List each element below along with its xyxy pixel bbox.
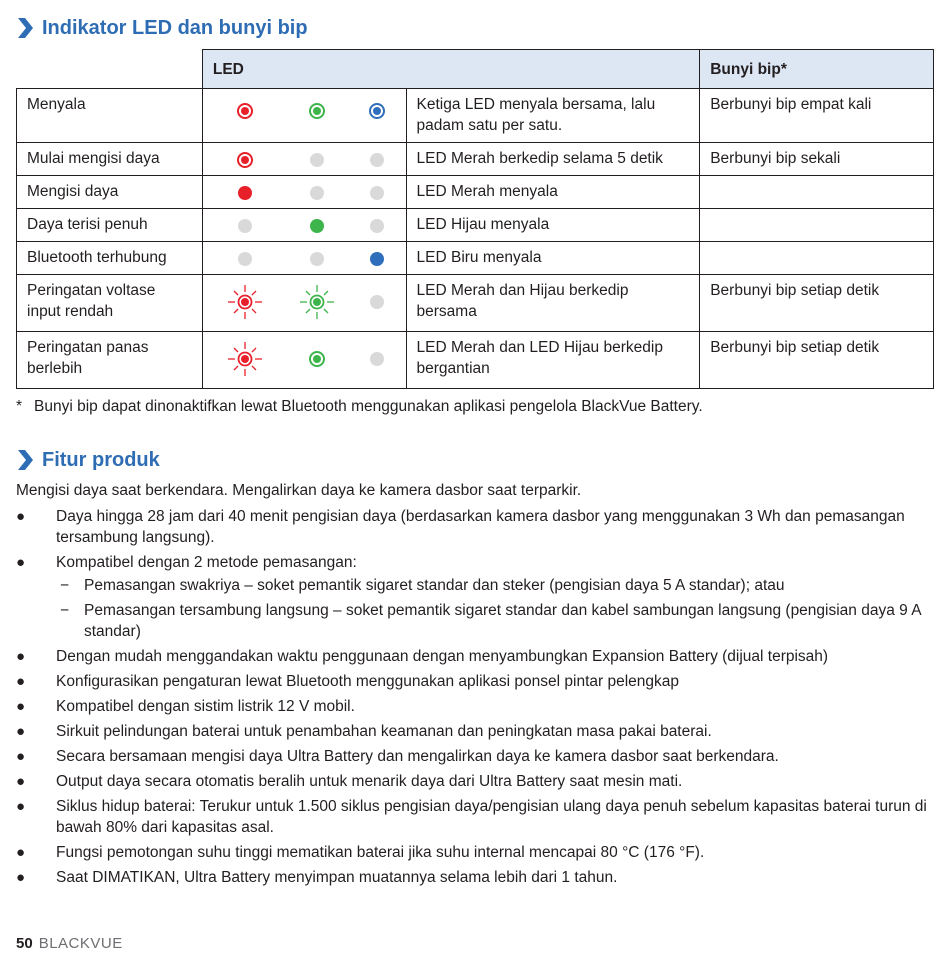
dash-icon: − xyxy=(60,602,70,619)
state-cell: Menyala xyxy=(17,89,203,143)
red-blinking-led-icon xyxy=(225,339,265,379)
section-heading-led xyxy=(16,16,308,40)
page-number: 50 xyxy=(16,935,33,952)
bullet-icon: ● xyxy=(16,698,26,715)
led-dots-cell xyxy=(202,275,406,332)
beep-description xyxy=(700,209,934,242)
state-cell: Bluetooth terhubung xyxy=(17,242,203,275)
led-dots-cell xyxy=(202,242,406,275)
footnote-marker: * xyxy=(16,398,23,415)
list-item xyxy=(16,696,936,717)
beep-description: Berbunyi bip empat kali xyxy=(700,89,934,143)
led-off-icon xyxy=(310,252,324,266)
list-item xyxy=(16,646,936,667)
led-off-icon xyxy=(238,219,252,233)
footnote-text: Bunyi bip dapat dinonaktifkan lewat Bluetooth menggunakan aplikasi pengelola BlackVue Battery. xyxy=(34,398,703,415)
led-dots-cell xyxy=(202,332,406,389)
state-cell: Mengisi daya xyxy=(17,176,203,209)
sub-feature-text: Pemasangan swakriya – soket pemantik sigaret standar dan steker (pengisian daya 5 A standar); atau xyxy=(84,577,785,594)
feature-list xyxy=(16,506,936,892)
chevron-right-icon xyxy=(16,448,34,472)
list-item xyxy=(16,721,936,742)
sub-list-item xyxy=(56,600,936,642)
bullet-icon: ● xyxy=(16,798,26,815)
feature-text: Saat DIMATIKAN, Ultra Battery menyimpan muatannya selama lebih dari 1 tahun. xyxy=(56,869,618,886)
green-blinking-led-icon xyxy=(297,282,337,322)
brand-name: BLACKVUE xyxy=(38,935,123,952)
header-led: LED xyxy=(202,50,699,89)
list-item xyxy=(16,796,936,838)
red-blinking-led-icon xyxy=(225,282,265,322)
feature-text: Dengan mudah menggandakan waktu penggunaan dengan menyambungkan Expansion Battery (dijual terpisah) xyxy=(56,648,829,665)
led-description: LED Hijau menyala xyxy=(406,209,700,242)
feature-text: Konfigurasikan pengaturan lewat Bluetooth menggunakan aplikasi ponsel pintar pelengkap xyxy=(56,673,680,690)
list-item xyxy=(16,842,936,863)
beep-description: Berbunyi bip setiap detik xyxy=(700,275,934,332)
table-row xyxy=(17,176,934,209)
led-off-icon xyxy=(370,186,384,200)
bullet-icon: ● xyxy=(16,773,26,790)
red-led-icon xyxy=(238,186,252,200)
led-description: Ketiga LED menyala bersama, lalu padam satu per satu. xyxy=(406,89,700,143)
beep-description xyxy=(700,242,934,275)
red-led-icon xyxy=(237,152,253,168)
blue-led-icon xyxy=(370,252,384,266)
state-cell: Daya terisi penuh xyxy=(17,209,203,242)
led-off-icon xyxy=(238,252,252,266)
table-row xyxy=(17,89,934,143)
bullet-icon: ● xyxy=(16,748,26,765)
led-description: LED Merah menyala xyxy=(406,176,700,209)
header-blank-cell xyxy=(17,50,203,89)
led-description: LED Merah berkedip selama 5 detik xyxy=(406,143,700,176)
feature-text: Siklus hidup baterai: Terukur untuk 1.500 siklus pengisian daya/pengisian ulang daya penuh sebelum kapasitas baterai turun di bawah 80% dari kapasitas asal. xyxy=(56,798,927,836)
led-off-icon xyxy=(310,186,324,200)
table-row xyxy=(17,143,934,176)
green-led-icon xyxy=(309,351,325,367)
list-item xyxy=(16,771,936,792)
feature-text: Kompatibel dengan 2 metode pemasangan: xyxy=(56,554,357,571)
list-item xyxy=(16,671,936,692)
feature-text: Output daya secara otomatis beralih untuk menarik daya dari Ultra Battery saat mesin mati. xyxy=(56,773,683,790)
feature-text: Daya hingga 28 jam dari 40 menit pengisian daya (berdasarkan kamera dasbor yang menggunakan 3 Wh dan pemasangan tersambung langsung). xyxy=(56,508,905,546)
beep-description: Berbunyi bip sekali xyxy=(700,143,934,176)
led-dots-cell xyxy=(202,209,406,242)
table-footnote xyxy=(16,398,703,416)
led-dots-cell xyxy=(202,176,406,209)
state-cell: Peringatan panas berlebih xyxy=(17,332,203,389)
dash-icon: − xyxy=(60,577,70,594)
sub-list xyxy=(56,575,936,642)
led-off-icon xyxy=(310,153,324,167)
led-off-icon xyxy=(370,352,384,366)
table-header-row xyxy=(17,50,934,89)
chevron-right-icon xyxy=(16,16,34,40)
section-heading-features xyxy=(16,448,160,472)
led-description: LED Merah dan Hijau berkedip bersama xyxy=(406,275,700,332)
sub-feature-text: Pemasangan tersambung langsung – soket pemantik sigaret standar dan kabel sambungan langsung (pengisian daya 9 A standar) xyxy=(84,602,921,640)
section-title: Fitur produk xyxy=(42,448,160,471)
bullet-icon: ● xyxy=(16,869,26,886)
section-title: Indikator LED dan bunyi bip xyxy=(42,16,308,39)
feature-text: Sirkuit pelindungan baterai untuk penambahan keamanan dan peningkatan masa pakai baterai. xyxy=(56,723,712,740)
list-item xyxy=(16,552,936,642)
bullet-icon: ● xyxy=(16,673,26,690)
state-cell: Peringatan voltase input rendah xyxy=(17,275,203,332)
features-intro: Mengisi daya saat berkendara. Mengalirkan daya ke kamera dasbor saat terparkir. xyxy=(16,482,582,499)
beep-description: Berbunyi bip setiap detik xyxy=(700,332,934,389)
green-led-icon xyxy=(309,103,325,119)
led-off-icon xyxy=(370,153,384,167)
list-item xyxy=(16,506,936,548)
led-off-icon xyxy=(370,219,384,233)
led-description: LED Merah dan LED Hijau berkedip bergantian xyxy=(406,332,700,389)
list-item xyxy=(16,867,936,888)
header-beep: Bunyi bip* xyxy=(700,50,934,89)
beep-description xyxy=(700,176,934,209)
table-row xyxy=(17,332,934,389)
bullet-icon: ● xyxy=(16,844,26,861)
led-description: LED Biru menyala xyxy=(406,242,700,275)
bullet-icon: ● xyxy=(16,508,26,525)
red-led-icon xyxy=(237,103,253,119)
page-footer xyxy=(16,935,123,952)
led-indicator-table xyxy=(16,49,934,389)
feature-text: Kompatibel dengan sistim listrik 12 V mobil. xyxy=(56,698,355,715)
table-row xyxy=(17,242,934,275)
bullet-icon: ● xyxy=(16,554,26,571)
bullet-icon: ● xyxy=(16,723,26,740)
table-row xyxy=(17,209,934,242)
feature-text: Fungsi pemotongan suhu tinggi mematikan baterai jika suhu internal mencapai 80 °C (176 °F). xyxy=(56,844,705,861)
table-row xyxy=(17,275,934,332)
state-cell: Mulai mengisi daya xyxy=(17,143,203,176)
led-dots-cell xyxy=(202,143,406,176)
led-off-icon xyxy=(370,295,384,309)
list-item xyxy=(16,746,936,767)
bullet-icon: ● xyxy=(16,648,26,665)
led-dots-cell xyxy=(202,89,406,143)
green-led-icon xyxy=(310,219,324,233)
blue-led-icon xyxy=(369,103,385,119)
feature-text: Secara bersamaan mengisi daya Ultra Battery dan mengalirkan daya ke kamera dasbor saat berkendara. xyxy=(56,748,779,765)
sub-list-item xyxy=(56,575,936,596)
